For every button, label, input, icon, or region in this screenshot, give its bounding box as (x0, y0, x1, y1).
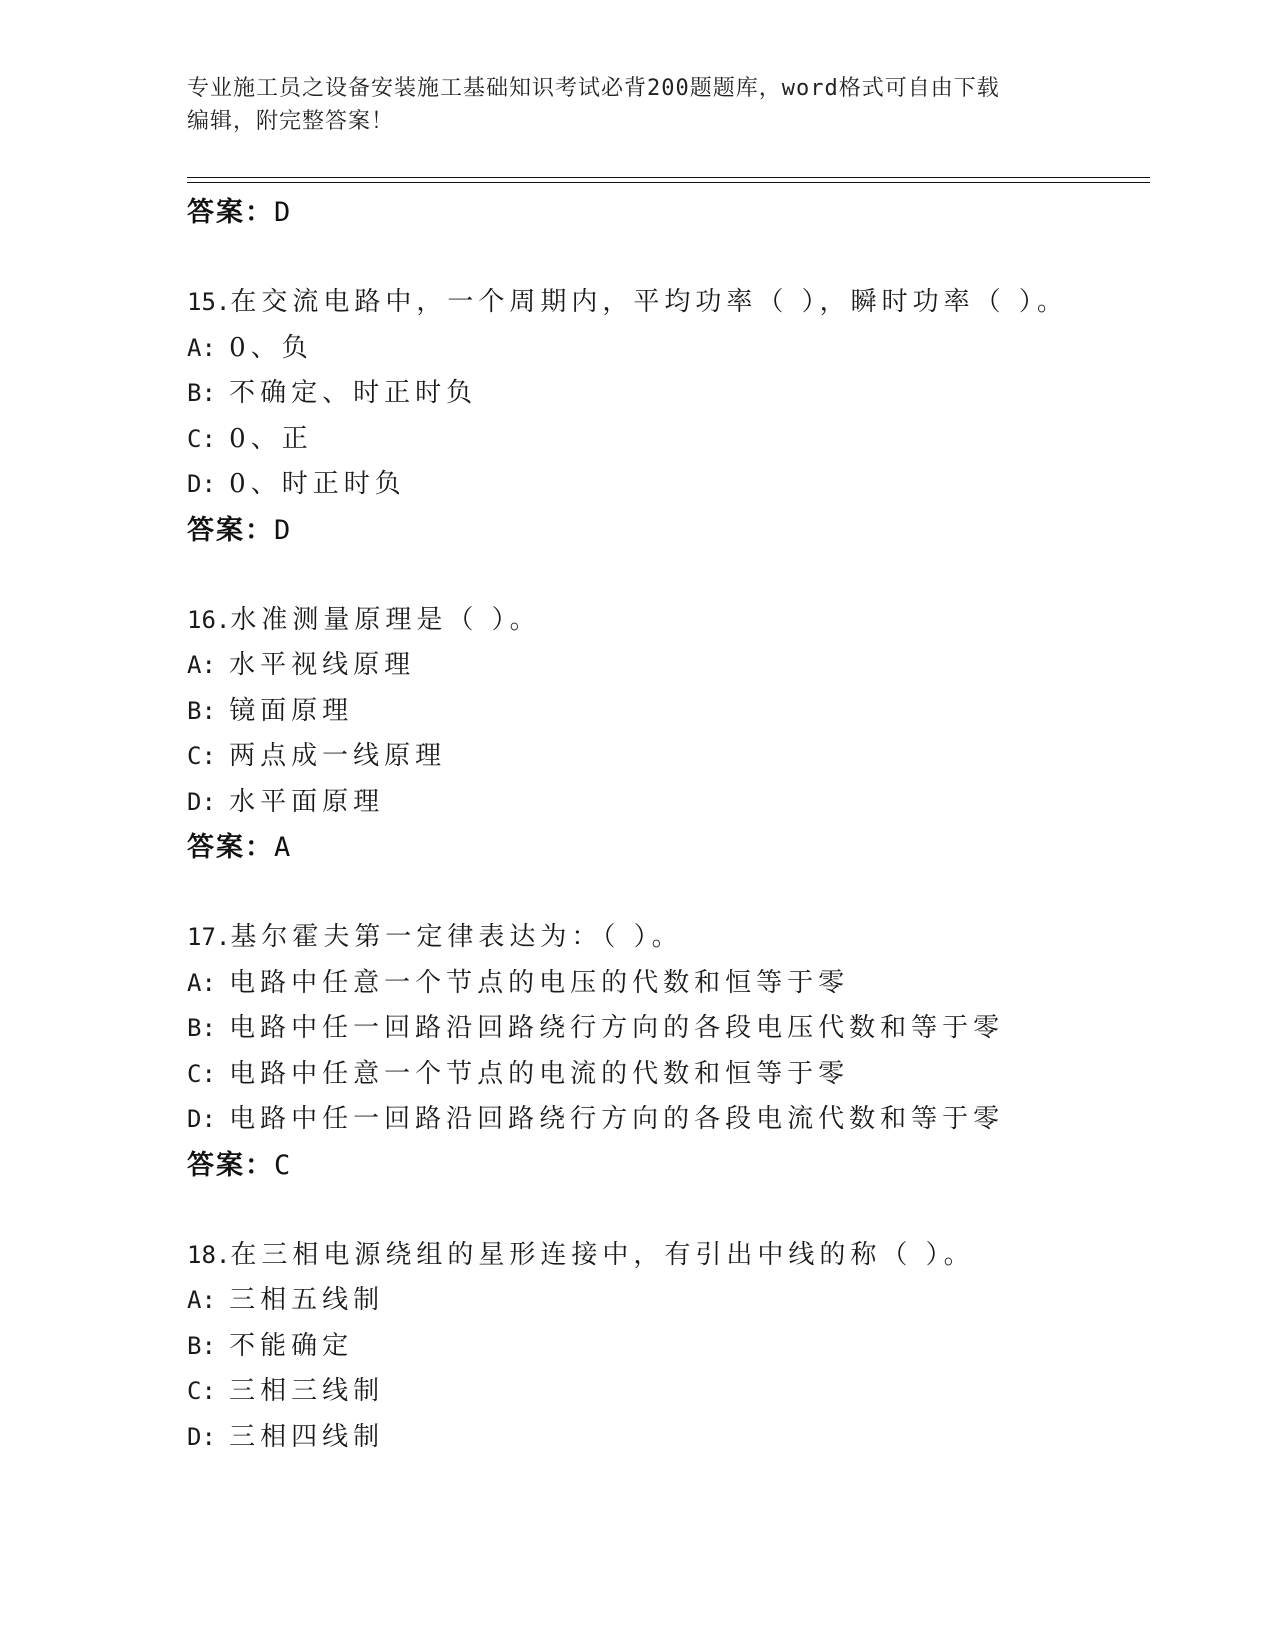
header-divider-top (187, 177, 1150, 178)
question-stem (187, 280, 1147, 326)
question-number: 16. (187, 605, 231, 634)
question-text: 水准测量原理是（ ）。 (230, 604, 541, 635)
option-text: 0、时正时负 (229, 469, 406, 499)
spacer (187, 1188, 1147, 1233)
option-text: 电路中任一回路沿回路绕行方向的各段电流代数和等于零 (229, 1104, 1005, 1134)
spacer (187, 235, 1147, 280)
answer (187, 1143, 1147, 1188)
question-number: 18. (187, 1240, 231, 1269)
option-text: 水平面原理 (229, 786, 385, 817)
option-text: 电路中任一回路沿回路绕行方向的各段电压代数和等于零 (229, 1013, 1005, 1043)
option-letter: B: (187, 1331, 216, 1360)
document-header (187, 72, 1067, 138)
option-b (187, 1006, 1147, 1052)
option-c (187, 734, 1147, 780)
option-text: 水平视线原理 (229, 650, 416, 680)
header-title-line-2: 编辑，附完整答案！ (187, 109, 395, 134)
question-16 (187, 598, 1147, 871)
answer (187, 508, 1147, 553)
answer-value: C (274, 1149, 293, 1181)
answer-value: D (274, 197, 293, 228)
option-a (187, 643, 1147, 689)
option-letter: B: (187, 1014, 216, 1042)
option-text: 不确定、时正时负 (229, 378, 478, 408)
option-text: 三相四线制 (229, 1421, 385, 1452)
option-d (187, 1097, 1147, 1143)
option-text: 三相五线制 (229, 1285, 385, 1315)
spacer (187, 870, 1147, 915)
option-text: 0、负 (229, 332, 313, 363)
answer (187, 825, 1147, 870)
previous-answer (187, 190, 1147, 235)
option-text: 不能确定 (229, 1330, 354, 1361)
option-c (187, 1369, 1147, 1415)
option-c (187, 417, 1147, 463)
option-d (187, 462, 1147, 508)
option-text: 镜面原理 (229, 695, 354, 726)
question-15 (187, 280, 1147, 553)
option-letter: C: (187, 424, 216, 453)
answer-value: D (274, 514, 293, 546)
option-letter: A: (187, 333, 216, 362)
answer-label: 答案： (187, 1149, 274, 1181)
question-stem (187, 598, 1147, 644)
option-letter: D: (187, 1422, 216, 1451)
option-a (187, 1278, 1147, 1324)
question-text: 在三相电源绕组的星形连接中，有引出中线的称（ ）。 (230, 1239, 975, 1270)
option-b (187, 1324, 1147, 1370)
option-b (187, 689, 1147, 735)
option-letter: A: (187, 1286, 216, 1314)
question-number: 15. (187, 288, 231, 316)
question-number: 17. (187, 923, 231, 951)
option-text: 电路中任意一个节点的电流的代数和恒等于零 (229, 1058, 850, 1089)
option-letter: B: (187, 696, 216, 725)
option-text: 电路中任意一个节点的电压的代数和恒等于零 (229, 967, 850, 998)
answer-label: 答案： (187, 197, 274, 228)
option-letter: B: (187, 379, 216, 407)
question-text: 在交流电路中，一个周期内，平均功率（ ），瞬时功率（ ）。 (230, 287, 1068, 317)
option-letter: A: (187, 651, 216, 679)
question-list (187, 190, 1147, 1460)
answer-label: 答案： (187, 832, 274, 863)
option-letter: C: (187, 742, 216, 770)
question-text: 基尔霍夫第一定律表达为：（ ）。 (230, 922, 683, 952)
answer-label: 答案： (187, 514, 274, 546)
option-text: 两点成一线原理 (229, 741, 447, 771)
option-d (187, 780, 1147, 826)
spacer (187, 553, 1147, 598)
option-b (187, 371, 1147, 417)
option-text: 0、正 (229, 423, 313, 454)
question-18 (187, 1233, 1147, 1461)
header-title-line-1: 专业施工员之设备安装施工基础知识考试必背200题题库，word格式可自由下载 (187, 76, 1000, 101)
header-divider-bottom (187, 182, 1150, 183)
question-stem (187, 1233, 1147, 1279)
option-letter: D: (187, 1105, 216, 1133)
option-a (187, 961, 1147, 1007)
option-letter: C: (187, 1059, 216, 1088)
option-letter: D: (187, 787, 216, 816)
option-text: 三相三线制 (229, 1376, 385, 1406)
option-a (187, 326, 1147, 372)
option-letter: D: (187, 470, 216, 498)
option-d (187, 1415, 1147, 1461)
option-letter: C: (187, 1377, 216, 1405)
option-letter: A: (187, 968, 216, 997)
question-17 (187, 915, 1147, 1188)
question-stem (187, 915, 1147, 961)
answer-value: A (274, 832, 293, 863)
option-c (187, 1052, 1147, 1098)
